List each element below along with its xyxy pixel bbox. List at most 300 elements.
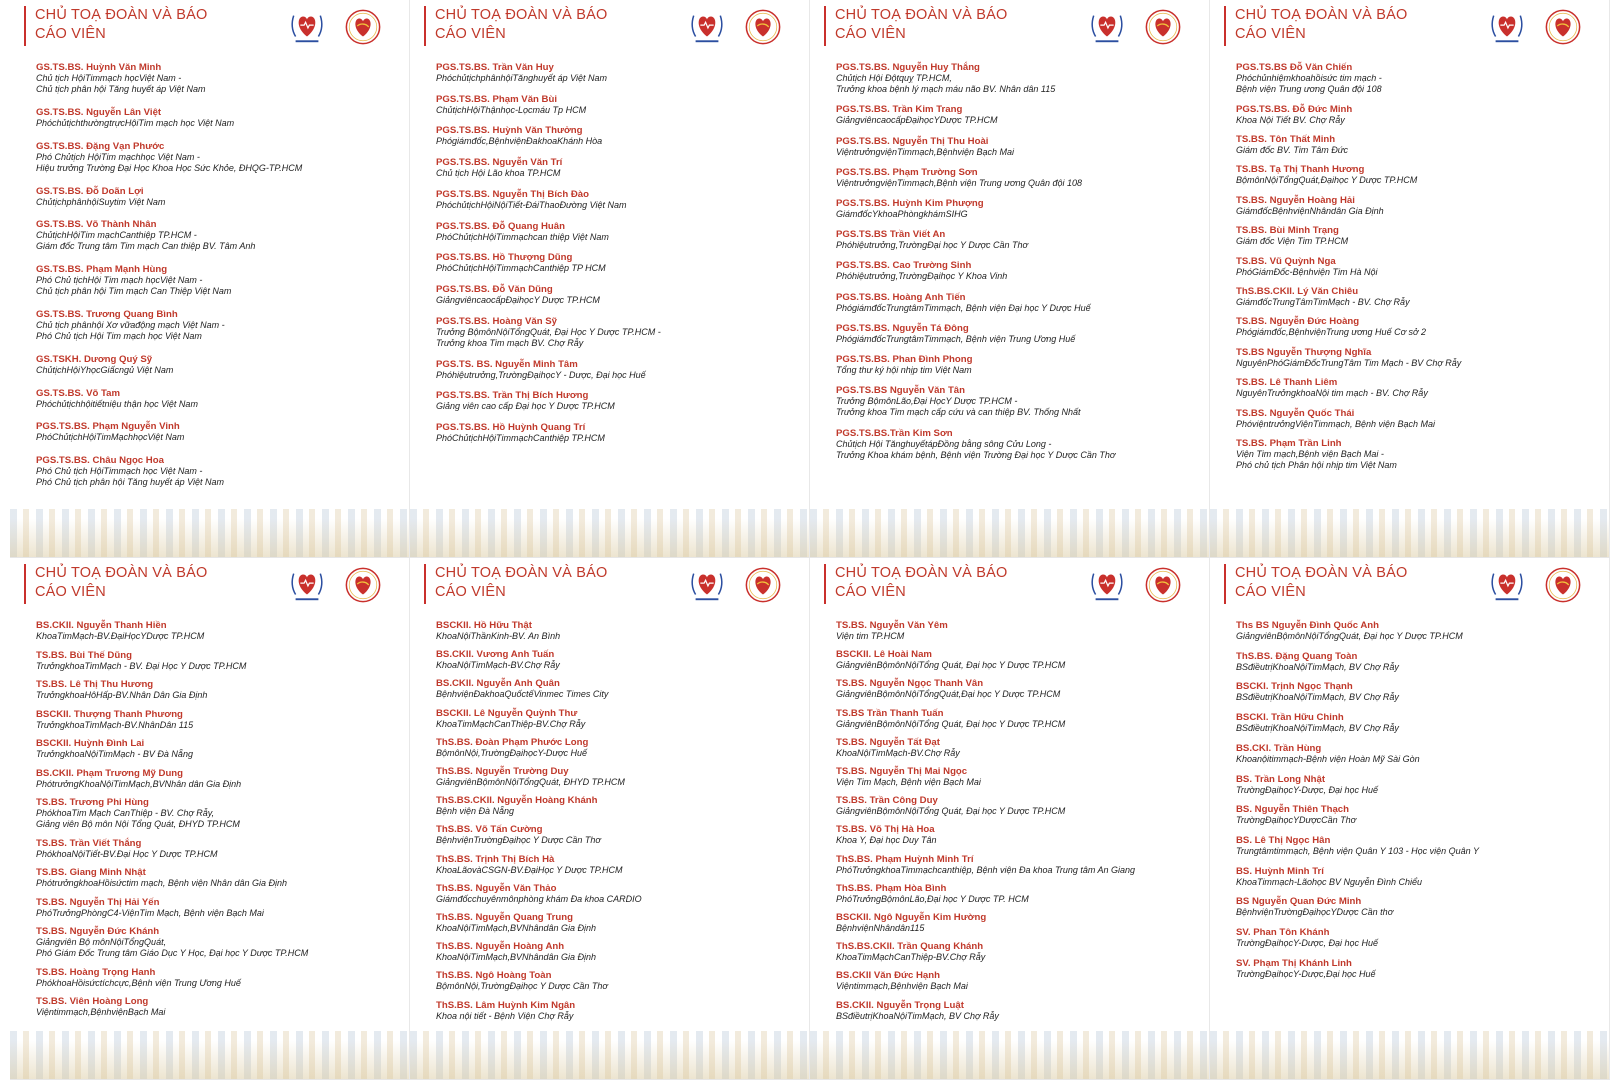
speaker-entry: [1236, 104, 1601, 126]
logo-group: [288, 566, 392, 606]
speaker-entry: [1236, 256, 1601, 278]
speaker-role: BệnhviệnTrườngĐạihọcYDược Cần thơ: [1236, 907, 1394, 918]
speaker-role: Chủ tịch phânhội Xơ vữađộng mạch Việt Nam -: [36, 320, 225, 331]
heart-association-logo-icon: [1088, 8, 1126, 46]
speaker-role: BệnhviệnNhândân115: [836, 923, 925, 934]
speaker-entry: [436, 970, 801, 992]
speaker-role: Trưởng Khoa khám bệnh, Bệnh viện Trường Đại học Y Dược Cần Thơ: [836, 449, 1116, 460]
speaker-name: TS.BS. Nguyễn Đức Hoàng: [1236, 316, 1360, 328]
speaker-name: PGS.TS.BS. Châu Ngọc Hoa: [36, 455, 164, 467]
speaker-role: Phó Chủ tịch HộiTimmạch học Việt Nam -: [36, 466, 203, 477]
speaker-entry: [36, 421, 401, 443]
speaker-entry: [436, 284, 801, 306]
poster-panel: [1210, 0, 1610, 558]
heart-association-logo-icon: [688, 8, 726, 46]
speaker-entry: [436, 766, 801, 788]
speaker-role: Phóchủnhiệmkhoahồisức tim mạch -: [1236, 73, 1382, 83]
speaker-name: PGS.TS.BS. Đỗ Đức Minh: [1236, 103, 1353, 115]
speaker-list: [36, 620, 401, 1026]
speaker-name: TS.BS Nguyễn Thượng Nghĩa: [1236, 346, 1372, 358]
speaker-name: ThS.BS. Ngô Hoàng Toàn: [436, 970, 552, 982]
speaker-role: PhógiámđốcTrungtâmTimmạch, Bệnh viện Trung Ương Huế: [836, 333, 1076, 344]
speaker-name: PGS.TS.BS. Hoàng Văn Sỹ: [436, 315, 558, 327]
speaker-entry: [836, 941, 1201, 963]
speaker-name: BS.CKI. Trần Hùng: [1236, 742, 1322, 754]
panel-title: CHỦ TOẠ ĐOÀN VÀ BÁO CÁO VIÊN: [435, 7, 608, 42]
speaker-role: Chủ tịch phân hội Tim mạch Can Thiệp Việt Nam: [36, 286, 232, 297]
speaker-list: [436, 62, 801, 454]
speaker-name: Ths BS Nguyễn Đình Quốc Anh: [1236, 620, 1380, 631]
speaker-name: PGS.TS.BS. Phạm Trường Sơn: [836, 166, 978, 178]
speaker-entry: [436, 649, 801, 671]
speaker-name: BS.CKII. Nguyễn Thanh Hiền: [36, 620, 167, 631]
speaker-role: Phó Chủ tịch phân hội Tăng huyết áp Việt Nam: [36, 477, 224, 488]
speaker-entry: [836, 229, 1201, 251]
hypertension-society-logo-icon: [744, 8, 782, 46]
speaker-name: PGS.TS.BS. Nguyễn Tá Đông: [836, 322, 969, 334]
speaker-entry: [836, 62, 1201, 95]
panel-title: CHỦ TOẠ ĐOÀN VÀ BÁO CÁO VIÊN: [835, 7, 1008, 42]
speaker-entry: [36, 996, 401, 1018]
panel-title: CHỦ TOẠ ĐOÀN VÀ BÁO CÁO VIÊN: [835, 565, 1008, 600]
speaker-entry: [1236, 743, 1601, 765]
panel-header: [1224, 6, 1410, 46]
speaker-name: PGS.TS.BS. Đỗ Quang Huân: [436, 220, 565, 232]
speaker-role: GiảngviênBộmônNộiTổng Quát, Đại học Y Dược TP.HCM: [836, 806, 1066, 817]
logo-group: [1088, 8, 1192, 48]
speaker-list: [1236, 62, 1601, 479]
speaker-role: PhóChủtịchHộiTimmạchCanthiệp TP.HCM: [436, 432, 605, 443]
panel-header: [24, 6, 210, 46]
speaker-role: TrườngĐạihọcY-Dược, Đại học Huế: [1236, 784, 1379, 795]
speaker-name: TS.BS. Trần Viết Thắng: [36, 837, 142, 849]
speaker-name: BS. Lê Thị Ngọc Hân: [1236, 834, 1331, 846]
speaker-name: PGS.TS.BS. Phạm Văn Bùi: [436, 93, 558, 105]
speaker-entry: [436, 1000, 801, 1022]
logo-group: [688, 8, 792, 48]
speaker-entry: [836, 854, 1201, 876]
speaker-name: BS. Nguyễn Thiên Thạch: [1236, 804, 1350, 816]
speaker-entry: [836, 167, 1201, 189]
speaker-name: ThS.BS. Nguyễn Quang Trung: [436, 912, 573, 924]
speaker-role: GiảngviênBộmônNộiTổngQuát,Đại học Y Dược TP.HCM: [836, 689, 1061, 700]
speaker-role: Trưởng BộmônNộiTổngQuát, Đại Học Y Dược TP.HCM -: [436, 326, 661, 337]
panel-title: CHỦ TOẠ ĐOÀN VÀ BÁO CÁO VIÊN: [35, 565, 208, 600]
panel-header: [424, 564, 610, 604]
heart-association-logo-icon: [1088, 566, 1126, 604]
speaker-role: Chủtịch Hội Độtquỵ TP.HCM,: [836, 73, 952, 83]
speaker-role: NguyênPhóGiámĐốcTrungTâm Tim Mạch - BV Chợ Rẫy: [1236, 357, 1462, 368]
speaker-role: PhóTrưởngkhoaTimmạchcanthiệp, Bệnh viện Đa khoa Trung tâm An Giang: [836, 864, 1136, 875]
speaker-role: BSđiềutrịKhoaNộiTimMạch, BV Chợ Rẫy: [1236, 723, 1399, 734]
speaker-role: PhóchủtịchphânhộiTănghuyết áp Việt Nam: [436, 73, 607, 83]
speaker-name: BS.CKII Văn Đức Hạnh: [836, 970, 940, 982]
speaker-entry: [836, 136, 1201, 158]
speaker-name: PGS.TS.BS Nguyễn Văn Tân: [836, 385, 966, 397]
speaker-role: Khoa Nội Tiết BV. Chợ Rẫy: [1236, 114, 1345, 125]
speaker-role: TrườngĐạihọcY-Dược,Đại học Huế: [1236, 968, 1376, 979]
panel-header: [24, 564, 210, 604]
speaker-role: Phóchủtịchhộitiếtniệu thận học Việt Nam: [36, 398, 198, 409]
poster-panel: [10, 558, 410, 1080]
speaker-role: GiảngviênBộmônNộiTổngQuát, Đại học Y Dược TP.HCM: [1236, 631, 1463, 641]
speaker-entry: [836, 708, 1201, 730]
speaker-name: ThS.BS. Nguyễn Hoàng Anh: [436, 941, 565, 953]
speaker-role: BệnhviệnĐakhoaQuốctếVinmec Times City: [436, 689, 609, 700]
speaker-role: Phóhiệutrưởng,TrườngĐạihọcY - Dược, Đại học Huế: [436, 369, 646, 380]
speaker-role: KhoaTimMạchCanThiệp-BV.Chợ Rẫy: [836, 952, 986, 963]
panel-title: CHỦ TOẠ ĐOÀN VÀ BÁO CÁO VIÊN: [435, 565, 608, 600]
speaker-entry: [436, 359, 801, 381]
speaker-entry: [836, 1000, 1201, 1022]
poster-panel: [10, 0, 410, 558]
speaker-entry: [36, 897, 401, 919]
speaker-name: ThS.BS. Đoàn Phạm Phước Long: [436, 736, 589, 748]
speaker-role: PhóChủtịchHộiTimmạchCanthiệp TP HCM: [436, 263, 606, 274]
speaker-entry: [1236, 651, 1601, 673]
speaker-entry: [836, 737, 1201, 759]
speaker-role: Việntimmạch,Bệnhviện Bạch Mai: [836, 981, 968, 992]
logo-group: [288, 8, 392, 48]
speaker-entry: [436, 737, 801, 759]
logo-group: [1088, 566, 1192, 606]
speaker-name: PGS.TS.BS. Huỳnh Văn Thưởng: [436, 125, 583, 137]
speaker-name: BS.CKII. Nguyễn Trọng Luật: [836, 999, 964, 1011]
speaker-name: TS.BS. Nguyễn Tất Đạt: [836, 736, 940, 748]
panel-title: CHỦ TOẠ ĐOÀN VÀ BÁO CÁO VIÊN: [1235, 7, 1408, 42]
speaker-entry: [36, 967, 401, 989]
speaker-name: TS.BS. Nguyễn Quốc Thái: [1236, 407, 1355, 419]
speaker-role: Chủ tịch Hội Lão khoa TP.HCM: [436, 168, 561, 179]
speaker-role: Giám đốc Viện Tim TP.HCM: [1236, 236, 1349, 247]
hypertension-society-logo-icon: [1144, 566, 1182, 604]
speaker-entry: [836, 766, 1201, 788]
speaker-list: [836, 62, 1201, 470]
speaker-name: TS.BS. Võ Thị Hà Hoa: [836, 824, 935, 836]
speaker-role: Trưởng khoa Tim mạch cấp cứu và can thiệp BV. Thống Nhất: [836, 407, 1081, 418]
speaker-name: BSCKII. Ngô Nguyễn Kim Hường: [836, 912, 987, 924]
poster-panel: [410, 558, 810, 1080]
speaker-name: GS.TS.BS. Đặng Vạn Phước: [36, 140, 165, 152]
speaker-name: PGS.TS.BS. Trần Văn Huy: [436, 62, 554, 73]
speaker-list: [836, 620, 1201, 1029]
speaker-role: PhóchủtịchthườngtrựcHộiTim mạch học Việt Nam: [36, 117, 235, 128]
speaker-name: TS.BS. Viên Hoàng Long: [36, 996, 149, 1008]
speaker-role: NguyênTrưởngkhoaNội tim mạch - BV. Chợ Rẫy: [1236, 388, 1428, 399]
speaker-name: BS. Trần Long Nhật: [1236, 773, 1326, 785]
speaker-role: Giám đốc BV. Tim Tâm Đức: [1236, 144, 1348, 155]
speaker-entry: [1236, 835, 1601, 857]
speaker-entry: [1236, 958, 1601, 980]
speaker-entry: [836, 354, 1201, 376]
speaker-role: Giảng viên cao cấp Đại học Y Dược TP.HCM: [436, 401, 615, 412]
speaker-role: Bệnh viện Đà Nẵng: [436, 806, 515, 817]
speaker-role: Tổng thư ký hội nhịp tim Việt Nam: [836, 365, 972, 376]
speaker-entry: [36, 219, 401, 252]
speaker-role: BệnhviệnTrườngĐạihọc Y Dược Cần Thơ: [436, 835, 601, 846]
speaker-role: ChủtịchHộiThậnhọc-Lọcmáu Tp HCM: [436, 104, 587, 115]
speaker-role: Bệnh viện Trung ương Quân đội 108: [1236, 84, 1382, 95]
speaker-role: ChủtịchHộiYhọcGiấcngủ Việt Nam: [36, 364, 174, 375]
panel-header: [424, 6, 610, 46]
speaker-name: ThS.BS.CKII. Nguyễn Hoàng Khánh: [436, 795, 598, 807]
speaker-name: ThS.BS. Phạm Huỳnh Minh Trí: [836, 853, 974, 865]
speaker-entry: [1236, 804, 1601, 826]
speaker-entry: [1236, 438, 1601, 471]
speaker-name: PGS.TS.BS. Hồ Huỳnh Quang Trí: [436, 421, 586, 433]
speaker-role: KhoaNộiThầnKinh-BV. An Bình: [436, 631, 561, 641]
speaker-entry: [1236, 316, 1601, 338]
speaker-name: TS.BS. Vũ Quỳnh Nga: [1236, 255, 1336, 267]
speaker-entry: [1236, 712, 1601, 734]
speaker-name: SV. Phạm Thị Khánh Linh: [1236, 957, 1352, 969]
speaker-entry: [36, 388, 401, 410]
speaker-name: BS.CKII. Vương Anh Tuấn: [436, 649, 555, 661]
speaker-role: Trungtâmtimmạch, Bệnh viện Quân Y 103 - Học viện Quân Y: [1236, 845, 1479, 856]
speaker-name: ThS.BS. Phạm Hòa Bình: [836, 882, 947, 894]
speaker-entry: [1236, 377, 1601, 399]
speaker-name: TS.BS. Tôn Thất Minh: [1236, 133, 1336, 145]
heart-association-logo-icon: [688, 566, 726, 604]
speaker-name: BSCKI. Trịnh Ngọc Thạnh: [1236, 681, 1353, 693]
speaker-entry: [36, 797, 401, 830]
speaker-role: PhóGiámĐốc-Bệnhviện Tim Hà Nội: [1236, 266, 1378, 277]
speaker-entry: [1236, 195, 1601, 217]
speaker-entry: [436, 824, 801, 846]
speaker-role: Phó Giám Đốc Trung tâm Giáo Dục Y Học, Đại học Y Dược TP.HCM: [36, 948, 309, 959]
speaker-role: Trưởng khoa bệnh lý mạch máu não BV. Nhân dân 115: [836, 84, 1056, 95]
speaker-name: PGS.TS.BS. Huỳnh Kim Phượng: [836, 198, 984, 210]
speaker-role: BộmônNộiTổngQuát,Đạihọc Y Dược TP.HCM: [1236, 175, 1418, 186]
speaker-entry: [836, 883, 1201, 905]
speaker-role: Giảng viên Bộ môn Nội Tổng Quát, ĐHYD TP.HCM: [36, 819, 240, 830]
poster-panel: [1210, 558, 1610, 1080]
speaker-name: GS.TS.BS. Võ Thành Nhân: [36, 219, 157, 231]
speaker-entry: [836, 385, 1201, 418]
speaker-role: Viện tim TP.HCM: [836, 631, 905, 641]
speaker-entry: [36, 107, 401, 129]
speaker-role: Việntimmạch,BệnhviệnBạch Mai: [36, 1007, 166, 1018]
poster-panel: [810, 558, 1210, 1080]
speaker-name: GS.TS.BS. Đỗ Doãn Lợi: [36, 185, 144, 197]
speaker-role: KhoaNộiTimMạch-BV.Chợ Rẫy: [436, 660, 560, 671]
speaker-entry: [436, 708, 801, 730]
speaker-role: KhoaNộiTimMạch,BVNhândân Gia Định: [436, 952, 597, 963]
speaker-name: BSCKI. Trần Hữu Chinh: [1236, 712, 1344, 724]
speaker-role: TrưởngkhoaHôHấp-BV.Nhân Dân Gia Định: [36, 690, 208, 700]
speaker-name: TS.BS. Nguyễn Thị Mai Ngọc: [836, 766, 968, 778]
speaker-name: TS.BS. Nguyễn Đức Khánh: [36, 926, 160, 938]
heart-association-logo-icon: [1488, 8, 1526, 46]
speaker-entry: [1236, 62, 1601, 95]
speaker-entry: [436, 125, 801, 147]
speaker-role: Viện Tim mạch,Bệnh viện Bạch Mai -: [1236, 448, 1384, 459]
speaker-name: TS.BS. Nguyễn Thị Hải Yến: [36, 896, 160, 908]
speaker-entry: [836, 795, 1201, 817]
speaker-entry: [436, 316, 801, 349]
speaker-entry: [836, 260, 1201, 282]
speaker-entry: [36, 186, 401, 208]
panel-header: [824, 6, 1010, 46]
heart-association-logo-icon: [288, 8, 326, 46]
speaker-name: TS.BS. Lê Thị Thu Hương: [36, 679, 154, 690]
speaker-entry: [836, 292, 1201, 314]
hypertension-society-logo-icon: [344, 8, 382, 46]
speaker-role: PhókhoaHồisứctíchcực,Bệnh viện Trung Ương Huế: [36, 977, 241, 988]
speaker-entry: [836, 912, 1201, 934]
speaker-role: Giám đốc Trung tâm Tim mạch Can thiệp BV. Tâm Anh: [36, 241, 256, 252]
speaker-role: KhoaTimmạch-Lãohọc BV Nguyễn Đình Chiểu: [1236, 876, 1423, 887]
speaker-entry: [36, 926, 401, 959]
speaker-name: TS.BS. Trần Công Duy: [836, 795, 938, 807]
speaker-name: TS.BS. Phạm Trần Linh: [1236, 437, 1342, 449]
speaker-entry: [36, 650, 401, 672]
speaker-entry: [36, 141, 401, 174]
speaker-name: PGS.TS.BS. Cao Trường Sinh: [836, 260, 972, 272]
speaker-role: BSđiềutrịKhoaNộiTimMạch, BV Chợ Rẫy: [1236, 661, 1399, 672]
speaker-role: Khoanộitimmạch-Bệnh viện Hoàn Mỹ Sài Gòn: [1236, 753, 1420, 764]
speaker-name: ThS.BS. Đặng Quang Toàn: [1236, 650, 1358, 662]
speaker-role: KhoaNộiTimMạch-BV.Chợ Rẫy: [836, 747, 960, 758]
speaker-role: ChủtịchHộiTim mạchCanthiệp TP.HCM -: [36, 230, 197, 241]
speaker-name: TS.BS. Nguyễn Ngọc Thanh Vân: [836, 678, 984, 690]
logo-group: [1488, 566, 1592, 606]
speaker-role: BSđiềutrịKhoaNộiTimMạch, BV Chợ Rẫy: [1236, 692, 1399, 703]
speaker-name: BSCKII. Lê Nguyễn Quỳnh Thư: [436, 707, 578, 719]
speaker-name: GS.TS.BS. Nguyễn Lân Việt: [36, 106, 162, 118]
speaker-entry: [36, 838, 401, 860]
speaker-name: ThS.BS.CKII. Lý Văn Chiêu: [1236, 285, 1359, 297]
speaker-entry: [436, 941, 801, 963]
speaker-role: ViệntrưởngviệnTimmạch,Bệnhviện Bạch Mai: [836, 146, 1014, 157]
speaker-name: TS.BS. Hoàng Trọng Hanh: [36, 966, 156, 978]
speaker-name: TS.BS. Trương Phi Hùng: [36, 797, 149, 808]
speaker-entry: [836, 198, 1201, 220]
speaker-role: TrườngĐạihọcY-Dược, Đại học Huế: [1236, 938, 1379, 949]
speaker-role: PhóTrưởngBộmônLão,Đại học Y Dược TP. HCM: [836, 893, 1029, 904]
speaker-entry: [436, 678, 801, 700]
speaker-role: KhoaNộiTimMạch,BVNhândân Gia Định: [436, 923, 597, 934]
speaker-entry: [836, 428, 1201, 461]
speaker-role: TrườngĐạihọcYDượcCần Thơ: [1236, 815, 1357, 826]
speaker-entry: [836, 824, 1201, 846]
speaker-name: PGS.TS.BS.Trần Kim Sơn: [836, 427, 953, 439]
speaker-name: ThS.BS. Nguyễn Trường Duy: [436, 766, 569, 778]
speaker-entry: [1236, 866, 1601, 888]
speaker-role: BSđiềutrịKhoaNộiTimMạch, BV Chợ Rẫy: [836, 1010, 999, 1021]
speaker-entry: [436, 390, 801, 412]
speaker-name: ThS.BS. Lâm Huỳnh Kim Ngân: [436, 999, 576, 1011]
speaker-entry: [36, 62, 401, 95]
speaker-name: TS.BS Trần Thanh Tuấn: [836, 707, 944, 719]
speaker-entry: [836, 678, 1201, 700]
speaker-entry: [1236, 774, 1601, 796]
speaker-entry: [1236, 896, 1601, 918]
speaker-entry: [436, 422, 801, 444]
speaker-name: PGS.TS.BS. Phạm Nguyễn Vinh: [36, 421, 180, 433]
speaker-role: GiảngviênBộmônNộiTổng Quát, Đại học Y Dược TP.HCM: [836, 718, 1066, 729]
speaker-name: PGS.TS.BS. Nguyễn Văn Trí: [436, 157, 563, 169]
speaker-entry: [1236, 408, 1601, 430]
speaker-name: BS. Huỳnh Minh Trí: [1236, 865, 1324, 877]
speaker-role: PhóviệntrưởngViệnTimmạch, Bệnh viện Bạch Mai: [1236, 418, 1435, 429]
hypertension-society-logo-icon: [1544, 8, 1582, 46]
speaker-entry: [36, 620, 401, 642]
heart-association-logo-icon: [288, 566, 326, 604]
speaker-name: TS.BS. Nguyễn Hoàng Hải: [1236, 194, 1355, 206]
speaker-role: PhótrưởngkhoaHồisứctim mạch, Bệnh viện Nhân dân Gia Định: [36, 878, 287, 889]
speaker-role: GiảngviênBộmônNộiTổngQuát, ĐHYD TP.HCM: [436, 777, 625, 788]
speaker-entry: [36, 768, 401, 790]
speaker-role: Trưởng khoa Tim mạch BV. Chợ Rẫy: [436, 337, 584, 348]
speaker-name: ThS.BS. Trịnh Thị Bích Hà: [436, 853, 555, 865]
speaker-role: BộmônNội,TrườngĐạihọcY-Dược Huế: [436, 747, 588, 758]
hypertension-society-logo-icon: [744, 566, 782, 604]
heart-association-logo-icon: [1488, 566, 1526, 604]
speaker-name: ThS.BS. Nguyễn Văn Thảo: [436, 882, 557, 894]
panel-header: [1224, 564, 1410, 604]
speaker-entry: [36, 309, 401, 342]
speaker-name: PGS.TS.BS. Nguyễn Thị Thu Hoài: [836, 135, 989, 147]
speaker-role: Chủ tịch HộiTimmạch họcViệt Nam -: [36, 73, 182, 83]
speaker-entry: [1236, 927, 1601, 949]
speaker-list: [36, 62, 401, 500]
speaker-name: BSCKII. Thượng Thanh Phương: [36, 708, 183, 720]
speaker-role: KhoaLãovàCSGN-BV.ĐạiHọc Y Dược TP.HCM: [436, 864, 623, 875]
speaker-name: PGS.TS.BS. Nguyễn Huy Thắng: [836, 62, 980, 73]
speaker-name: TS.BS. Tạ Thị Thanh Hương: [1236, 164, 1365, 176]
speaker-entry: [36, 264, 401, 297]
panel-title: CHỦ TOẠ ĐOÀN VÀ BÁO CÁO VIÊN: [1235, 565, 1408, 600]
poster-panel: [410, 0, 810, 558]
speaker-role: ViệntrưởngviệnTimmạch,Bệnh viện Trung ương Quân đội 108: [836, 177, 1083, 188]
speaker-role: Giámđốcchuyênmônphòng khám Đa khoa CARDIO: [436, 893, 642, 904]
speaker-role: TrưởngkhoaTimMạch - BV. Đại Học Y Dược TP.HCM: [36, 660, 247, 671]
speaker-role: Giảngviên Bộ mônNộiTổngQuát,: [36, 937, 167, 948]
speaker-entry: [836, 649, 1201, 671]
speaker-role: GiámđốcYkhoaPhòngkhámSIHG: [836, 209, 968, 220]
speaker-entry: [436, 795, 801, 817]
speaker-name: PGS.TS.BS. Hồ Thượng Dũng: [436, 252, 573, 264]
speaker-name: BS.CKII. Nguyễn Anh Quân: [436, 678, 560, 690]
hypertension-society-logo-icon: [1544, 566, 1582, 604]
speaker-entry: [36, 354, 401, 376]
speaker-entry: [1236, 681, 1601, 703]
speaker-role: PhókhoaNộiTiết-BV.Đại Học Y Dược TP.HCM: [36, 848, 218, 859]
speaker-role: Viện Tim Mạch, Bệnh viện Bạch Mai: [836, 777, 981, 788]
hypertension-society-logo-icon: [1144, 8, 1182, 46]
speaker-name: ThS.BS.CKII. Trần Quang Khánh: [836, 941, 984, 953]
speaker-name: SV. Phan Tôn Khánh: [1236, 927, 1330, 939]
speaker-entry: [36, 455, 401, 488]
speaker-role: GiảngviênBộmônNộiTổng Quát, Đại học Y Dược TP.HCM: [836, 660, 1066, 671]
speaker-role: Trưởng BộmônLão,Đại HọcY Dược TP.HCM -: [836, 396, 1018, 407]
speaker-entry: [36, 867, 401, 889]
speaker-name: GS.TS.BS. Võ Tam: [36, 387, 121, 399]
speaker-entry: [1236, 620, 1601, 642]
panel-header: [824, 564, 1010, 604]
speaker-name: PGS.TS.BS. Nguyễn Thị Bích Đào: [436, 188, 589, 200]
speaker-entry: [436, 189, 801, 211]
speaker-role: Hiệu trưởng Trường Đại Học Khoa Học Sức Khỏe, ĐHQG-TP.HCM: [36, 162, 303, 173]
speaker-entry: [36, 738, 401, 760]
speaker-name: PGS.TS.BS. Đỗ Văn Dũng: [436, 283, 553, 295]
hypertension-society-logo-icon: [344, 566, 382, 604]
speaker-entry: [836, 970, 1201, 992]
speaker-role: PhóChủtịchHộiTimMạchhọcViệt Nam: [36, 432, 185, 443]
speaker-entry: [436, 912, 801, 934]
speaker-role: Phóhiệutrưởng,TrườngĐạihọc Y Khoa Vinh: [836, 271, 1008, 282]
